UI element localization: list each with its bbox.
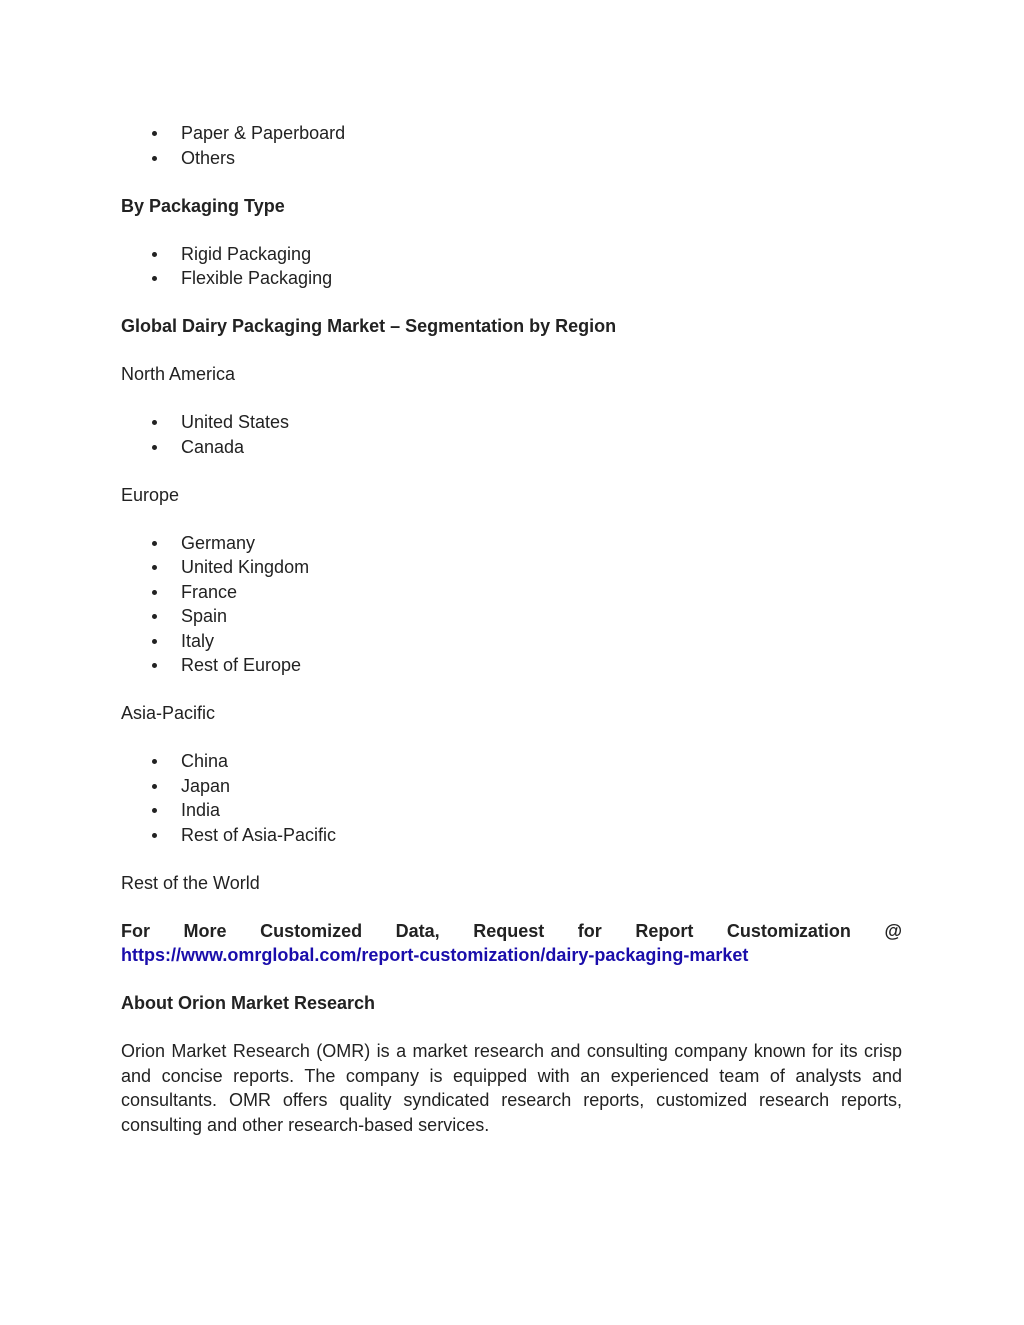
europe-list [121, 531, 902, 678]
customization-link[interactable]: https://www.omrglobal.com/report-customization/dairy-packaging-market [121, 945, 749, 965]
region-label-europe: Europe [121, 484, 180, 505]
list-item: Rigid Packaging [121, 242, 902, 267]
region-label-asia-pacific: Asia-Pacific [121, 703, 216, 723]
region-label-north-america: North America [121, 364, 236, 384]
customization-word: For [121, 920, 150, 941]
packaging-type-heading: By Packaging Type [121, 195, 285, 216]
customization-word: Request [473, 920, 545, 941]
customization-word: Customized [260, 920, 363, 941]
customization-word: More [183, 920, 227, 941]
about-paragraph: Orion Market Research (OMR) is a market research and consulting company known for its crisp and concise reports. The company is equipped with an experienced team of analysts and consultants. OMR offers quality syndicated research reports, customized research reports, consulting and other research-based services. [121, 1041, 902, 1135]
list-item: Italy [121, 629, 902, 654]
list-item: United States [121, 410, 902, 435]
list-item: United Kingdom [121, 555, 902, 580]
list-item: Germany [121, 531, 902, 556]
list-item: India [121, 798, 902, 823]
material-list [121, 121, 902, 170]
list-item: Flexible Packaging [121, 266, 902, 291]
list-item: Rest of Asia-Pacific [121, 823, 902, 848]
list-item: France [121, 580, 902, 605]
north-america-list [121, 410, 902, 459]
customization-word: @ [884, 920, 902, 941]
list-item: Others [121, 146, 902, 171]
about-heading: About Orion Market Research [121, 993, 376, 1013]
region-label-rest-of-world: Rest of the World [121, 872, 260, 893]
list-item: Japan [121, 774, 902, 799]
asia-pacific-list [121, 749, 902, 847]
customization-word: Data, [395, 920, 440, 941]
list-item: Rest of Europe [121, 653, 902, 678]
list-item: Canada [121, 435, 902, 460]
customization-request-line [121, 919, 902, 944]
customization-word: Report [635, 920, 694, 941]
region-heading: Global Dairy Packaging Market – Segmentation by Region [121, 316, 617, 336]
document-page [121, 121, 902, 1137]
packaging-type-list [121, 242, 902, 291]
customization-word: Customization [726, 920, 851, 941]
list-item: Spain [121, 604, 902, 629]
customization-link-line [121, 943, 902, 968]
list-item: China [121, 749, 902, 774]
customization-word: for [577, 920, 602, 941]
list-item: Paper & Paperboard [121, 121, 902, 146]
